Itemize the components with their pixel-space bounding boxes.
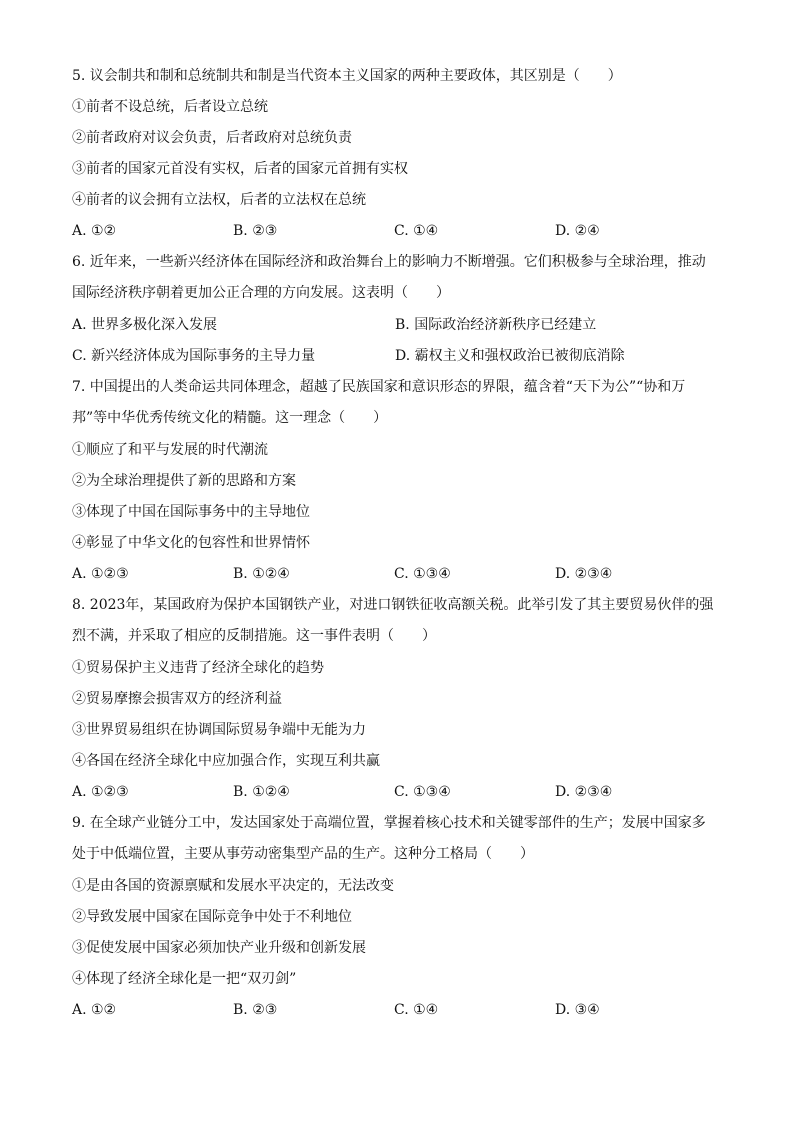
statement-item: ③世界贸易组织在协调国际贸易争端中无能为力 — [72, 722, 366, 738]
answer-options — [72, 221, 718, 241]
statement-item: ③前者的国家元首没有实权，后者的国家元首拥有实权 — [72, 161, 408, 177]
question-8 — [72, 590, 718, 802]
question-5 — [72, 66, 718, 241]
statement-item: ③促使发展中国家必须加快产业升级和创新发展 — [72, 940, 366, 956]
option-d: D. ②④ — [555, 223, 600, 239]
option-a: A. ①②③ — [72, 784, 129, 800]
option-c: C. ①③④ — [394, 566, 451, 582]
option-a: A. 世界多极化深入发展 — [72, 317, 218, 333]
option-d: D. ②③④ — [555, 784, 613, 800]
question-stem: 5. 议会制共和制和总统制共和制是当代资本主义国家的两种主要政体，其区别是（ ） — [72, 68, 622, 84]
question-stem: 8. 2023年，某国政府为保护本国钢铁产业，对进口钢铁征收高额关税。此举引发了其主要贸易伙伴的强烈不满，并采取了相应的反制措施。这一事件表明（ ） — [72, 597, 714, 644]
statement-item: ③体现了中国在国际事务中的主导地位 — [72, 504, 310, 520]
option-b: B. 国际政治经济新秩序已经建立 — [395, 317, 597, 333]
statement-item: ①顺应了和平与发展的时代潮流 — [72, 442, 268, 458]
option-c: C. 新兴经济体成为国际事务的主导力量 — [72, 348, 316, 364]
statement-item: ④各国在经济全球化中应加强合作，实现互利共赢 — [72, 753, 380, 769]
option-b: B. ①②④ — [233, 784, 290, 800]
answer-options-row-2 — [72, 346, 718, 366]
option-d: D. ③④ — [555, 1002, 600, 1018]
option-a: A. ①② — [72, 1002, 117, 1018]
question-stem: 6. 近年来，一些新兴经济体在国际经济和政治舞台上的影响力不断增强。它们积极参与全球治理，推动国际经济秩序朝着更加公正合理的方向发展。这表明（ ） — [72, 254, 706, 301]
statement-item: ④体现了经济全球化是一把“双刃剑” — [72, 971, 297, 987]
option-c: C. ①③④ — [394, 784, 451, 800]
option-c: C. ①④ — [394, 223, 439, 239]
option-b: B. ①②④ — [233, 566, 290, 582]
option-b: B. ②③ — [233, 1002, 278, 1018]
statement-item: ②前者政府对议会负责，后者政府对总统负责 — [72, 130, 352, 146]
question-7 — [72, 372, 718, 584]
statement-item: ②贸易摩擦会损害双方的经济利益 — [72, 691, 282, 707]
answer-options-row-1 — [72, 315, 718, 335]
statement-item: ①前者不设总统，后者设立总统 — [72, 99, 268, 115]
question-stem: 9. 在全球产业链分工中，发达国家处于高端位置，掌握着核心技术和关键零部件的生产；发展中国家多处于中低端位置，主要从事劳动密集型产品的生产。这种分工格局（ ） — [72, 815, 706, 862]
question-stem: 7. 中国提出的人类命运共同体理念，超越了民族国家和意识形态的界限，蕴含着“天下为公”“协和万邦”等中华优秀传统文化的精髓。这一理念（ ） — [72, 379, 686, 426]
statement-item: ②导致发展中国家在国际竞争中处于不利地位 — [72, 909, 352, 925]
question-6 — [72, 247, 718, 366]
statement-item: ①贸易保护主义违背了经济全球化的趋势 — [72, 660, 324, 676]
statement-item: ④彰显了中华文化的包容性和世界情怀 — [72, 535, 310, 551]
answer-options — [72, 782, 718, 802]
answer-options — [72, 564, 718, 584]
answer-options — [72, 1000, 718, 1020]
statement-item: ④前者的议会拥有立法权，后者的立法权在总统 — [72, 192, 366, 208]
option-a: A. ①② — [72, 223, 117, 239]
option-a: A. ①②③ — [72, 566, 129, 582]
option-c: C. ①④ — [394, 1002, 439, 1018]
statement-item: ②为全球治理提供了新的思路和方案 — [72, 473, 296, 489]
option-b: B. ②③ — [233, 223, 278, 239]
statement-item: ①是由各国的资源禀赋和发展水平决定的，无法改变 — [72, 878, 394, 894]
option-d: D. ②③④ — [555, 566, 613, 582]
question-9 — [72, 808, 718, 1020]
option-d: D. 霸权主义和强权政治已被彻底消除 — [395, 348, 625, 364]
